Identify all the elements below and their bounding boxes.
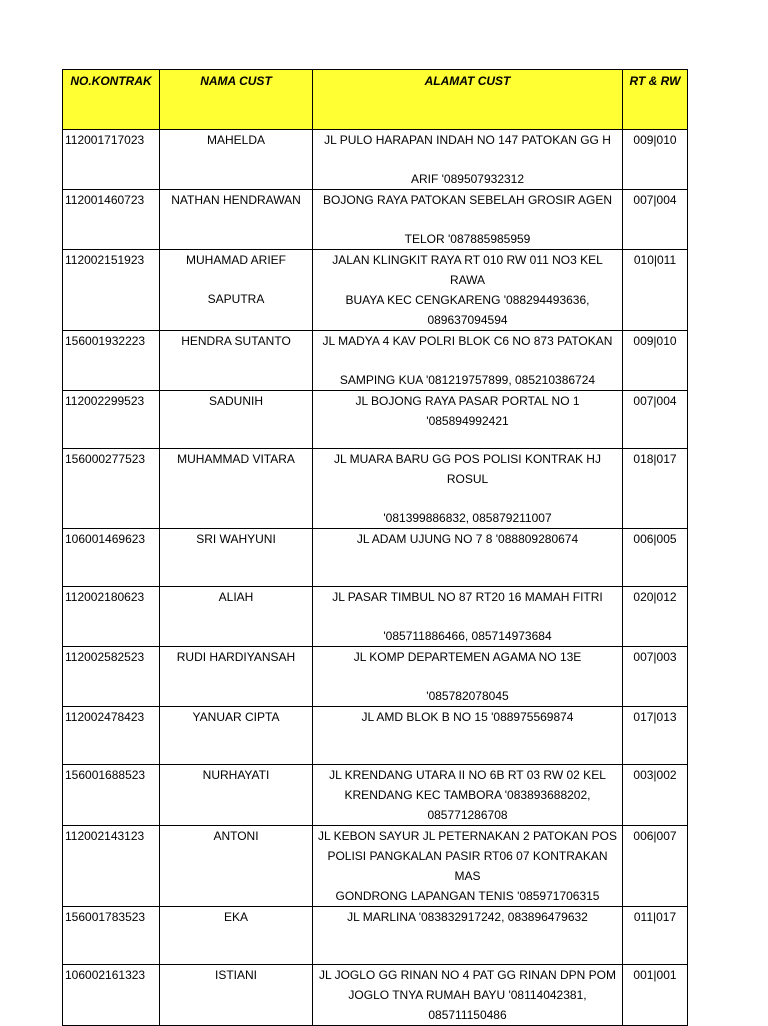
header-nama-cust: NAMA CUST — [160, 70, 313, 130]
cell-no-kontrak: 112001717023 — [63, 130, 160, 190]
header-row — [63, 70, 688, 130]
alamat-cust-line: JL KOMP DEPARTEMEN AGAMA NO 13E — [353, 650, 582, 664]
nama-cust-line: EKA — [223, 910, 248, 924]
nama-cust-line: RUDI HARDIYANSAH — [176, 650, 296, 664]
alamat-cust-spacer — [315, 607, 620, 626]
alamat-cust-line: JL JOGLO GG RINAN NO 4 PAT GG RINAN DPN POM — [319, 968, 616, 982]
cell-rt-rw: 001|001 — [623, 965, 688, 1026]
cell-nama-cust — [160, 587, 313, 647]
cell-alamat-cust — [313, 529, 623, 587]
table-row — [63, 647, 688, 707]
table-row — [63, 331, 688, 391]
table-row — [63, 449, 688, 529]
alamat-cust-line: 089637094594 — [427, 313, 508, 327]
table-body — [63, 130, 688, 1026]
table-header — [63, 70, 688, 130]
header-no-kontrak: NO.KONTRAK — [63, 70, 160, 130]
alamat-cust-line: JL PULO HARAPAN INDAH NO 147 PATOKAN GG H — [324, 133, 611, 147]
alamat-cust-line: JL AMD BLOK B NO 15 '088975569874 — [361, 710, 574, 724]
cell-no-kontrak: 112002180623 — [63, 587, 160, 647]
alamat-cust-spacer — [315, 667, 620, 686]
cell-rt-rw: 003|002 — [623, 765, 688, 826]
nama-cust-line: ALIAH — [218, 590, 254, 604]
cell-nama-cust — [160, 331, 313, 391]
cell-nama-cust — [160, 529, 313, 587]
table-row — [63, 907, 688, 965]
cell-nama-cust — [160, 190, 313, 250]
cell-no-kontrak: 112002478423 — [63, 707, 160, 765]
alamat-cust-spacer — [315, 150, 620, 169]
cell-no-kontrak: 156001688523 — [63, 765, 160, 826]
alamat-cust-line: JL PASAR TIMBUL NO 87 RT20 16 MAMAH FITRI — [332, 590, 603, 604]
cell-alamat-cust — [313, 965, 623, 1026]
cell-nama-cust — [160, 250, 313, 331]
table-row — [63, 250, 688, 331]
cell-alamat-cust — [313, 826, 623, 907]
cell-no-kontrak: 112002582523 — [63, 647, 160, 707]
alamat-cust-line: 085711150486 — [428, 1008, 507, 1022]
cell-alamat-cust — [313, 707, 623, 765]
alamat-cust-line: SAMPING KUA '081219757899, 085210386724 — [339, 373, 596, 387]
header-rt-rw: RT & RW — [623, 70, 688, 130]
table-row — [63, 707, 688, 765]
nama-cust-line: SADUNIH — [208, 394, 263, 408]
cell-alamat-cust — [313, 647, 623, 707]
cell-alamat-cust — [313, 449, 623, 529]
table-row — [63, 391, 688, 449]
cell-nama-cust — [160, 647, 313, 707]
cell-rt-rw: 007|004 — [623, 190, 688, 250]
alamat-cust-line: JL MUARA BARU GG POS POLISI KONTRAK HJ ROSUL — [334, 452, 601, 486]
nama-cust-line: ANTONI — [213, 829, 259, 843]
cell-nama-cust — [160, 907, 313, 965]
nama-cust-line: MAHELDA — [206, 133, 265, 147]
cell-alamat-cust — [313, 907, 623, 965]
cell-rt-rw: 010|011 — [623, 250, 688, 331]
cell-alamat-cust — [313, 130, 623, 190]
cell-no-kontrak: 112002299523 — [63, 391, 160, 449]
alamat-cust-line: JL KEBON SAYUR JL PETERNAKAN 2 PATOKAN POS — [318, 829, 617, 843]
alamat-cust-line: JL MARLINA '083832917242, 083896479632 — [347, 910, 588, 924]
cell-nama-cust — [160, 449, 313, 529]
alamat-cust-line: POLISI PANGKALAN PASIR RT06 07 KONTRAKAN MAS — [327, 849, 608, 883]
nama-cust-line: ISTIANI — [214, 968, 257, 982]
cell-nama-cust — [160, 391, 313, 449]
cell-alamat-cust — [313, 250, 623, 331]
header-alamat-cust: ALAMAT CUST — [313, 70, 623, 130]
nama-cust-line: SAPUTRA — [207, 292, 265, 306]
nama-cust-line: MUHAMMAD VITARA — [177, 452, 295, 466]
table-row — [63, 765, 688, 826]
alamat-cust-line: '085711886466, 085714973684 — [383, 629, 552, 643]
alamat-cust-spacer — [315, 210, 620, 229]
cell-no-kontrak: 156001783523 — [63, 907, 160, 965]
alamat-cust-line: JL KRENDANG UTARA II NO 6B RT 03 RW 02 KEL — [329, 768, 606, 782]
cell-no-kontrak: 156000277523 — [63, 449, 160, 529]
table-row — [63, 190, 688, 250]
alamat-cust-line: KRENDANG KEC TAMBORA '083893688202, — [344, 788, 591, 802]
table-row — [63, 587, 688, 647]
alamat-cust-line: '081399886832, 085879211007 — [383, 511, 552, 525]
cell-rt-rw: 006|005 — [623, 529, 688, 587]
nama-cust-line: SRI WAHYUNI — [196, 532, 276, 546]
customer-table — [62, 69, 688, 1026]
cell-no-kontrak: 112002151923 — [63, 250, 160, 331]
cell-alamat-cust — [313, 587, 623, 647]
cell-no-kontrak: 156001932223 — [63, 331, 160, 391]
nama-cust-line: YANUAR CIPTA — [192, 710, 280, 724]
alamat-cust-spacer — [315, 351, 620, 370]
cell-nama-cust — [160, 765, 313, 826]
cell-nama-cust — [160, 965, 313, 1026]
cell-no-kontrak: 106002161323 — [63, 965, 160, 1026]
cell-rt-rw: 009|010 — [623, 331, 688, 391]
cell-alamat-cust — [313, 391, 623, 449]
alamat-cust-line: TELOR '087885985959 — [404, 232, 531, 246]
table-row — [63, 826, 688, 907]
alamat-cust-line: JALAN KLINGKIT RAYA RT 010 RW 011 NO3 KEL RAWA — [332, 253, 603, 287]
cell-rt-rw: 018|017 — [623, 449, 688, 529]
table-row — [63, 130, 688, 190]
nama-cust-line: HENDRA SUTANTO — [181, 334, 291, 348]
cell-alamat-cust — [313, 765, 623, 826]
nama-cust-line: NATHAN HENDRAWAN — [171, 193, 301, 207]
alamat-cust-line: 085771286708 — [427, 808, 508, 822]
alamat-cust-line: JOGLO TNYA RUMAH BAYU '08114042381, — [348, 988, 587, 1002]
cell-nama-cust — [160, 707, 313, 765]
cell-no-kontrak: 106001469623 — [63, 529, 160, 587]
alamat-cust-spacer — [315, 489, 620, 508]
table-row — [63, 529, 688, 587]
cell-nama-cust — [160, 130, 313, 190]
alamat-cust-line: JL BOJONG RAYA PASAR PORTAL NO 1 '085894992421 — [355, 394, 580, 428]
alamat-cust-line: ARIF '089507932312 — [410, 172, 525, 186]
table-row — [63, 965, 688, 1026]
nama-cust-spacer — [162, 270, 310, 289]
alamat-cust-line: JL MADYA 4 KAV POLRI BLOK C6 NO 873 PATOKAN — [322, 334, 613, 348]
cell-no-kontrak: 112001460723 — [63, 190, 160, 250]
cell-rt-rw: 007|003 — [623, 647, 688, 707]
nama-cust-line: MUHAMAD ARIEF — [185, 253, 286, 267]
cell-rt-rw: 017|013 — [623, 707, 688, 765]
cell-rt-rw: 006|007 — [623, 826, 688, 907]
alamat-cust-line: GONDRONG LAPANGAN TENIS '085971706315 — [335, 889, 600, 903]
cell-rt-rw: 009|010 — [623, 130, 688, 190]
alamat-cust-line: BUAYA KEC CENGKARENG '088294493636, — [345, 293, 590, 307]
cell-rt-rw: 020|012 — [623, 587, 688, 647]
cell-no-kontrak: 112002143123 — [63, 826, 160, 907]
alamat-cust-line: JL ADAM UJUNG NO 7 8 '088809280674 — [356, 532, 579, 546]
nama-cust-line: NURHAYATI — [202, 768, 270, 782]
alamat-cust-line: BOJONG RAYA PATOKAN SEBELAH GROSIR AGEN — [323, 193, 612, 207]
cell-rt-rw: 007|004 — [623, 391, 688, 449]
alamat-cust-line: '085782078045 — [426, 689, 509, 703]
cell-nama-cust — [160, 826, 313, 907]
cell-alamat-cust — [313, 331, 623, 391]
cell-alamat-cust — [313, 190, 623, 250]
cell-rt-rw: 011|017 — [623, 907, 688, 965]
